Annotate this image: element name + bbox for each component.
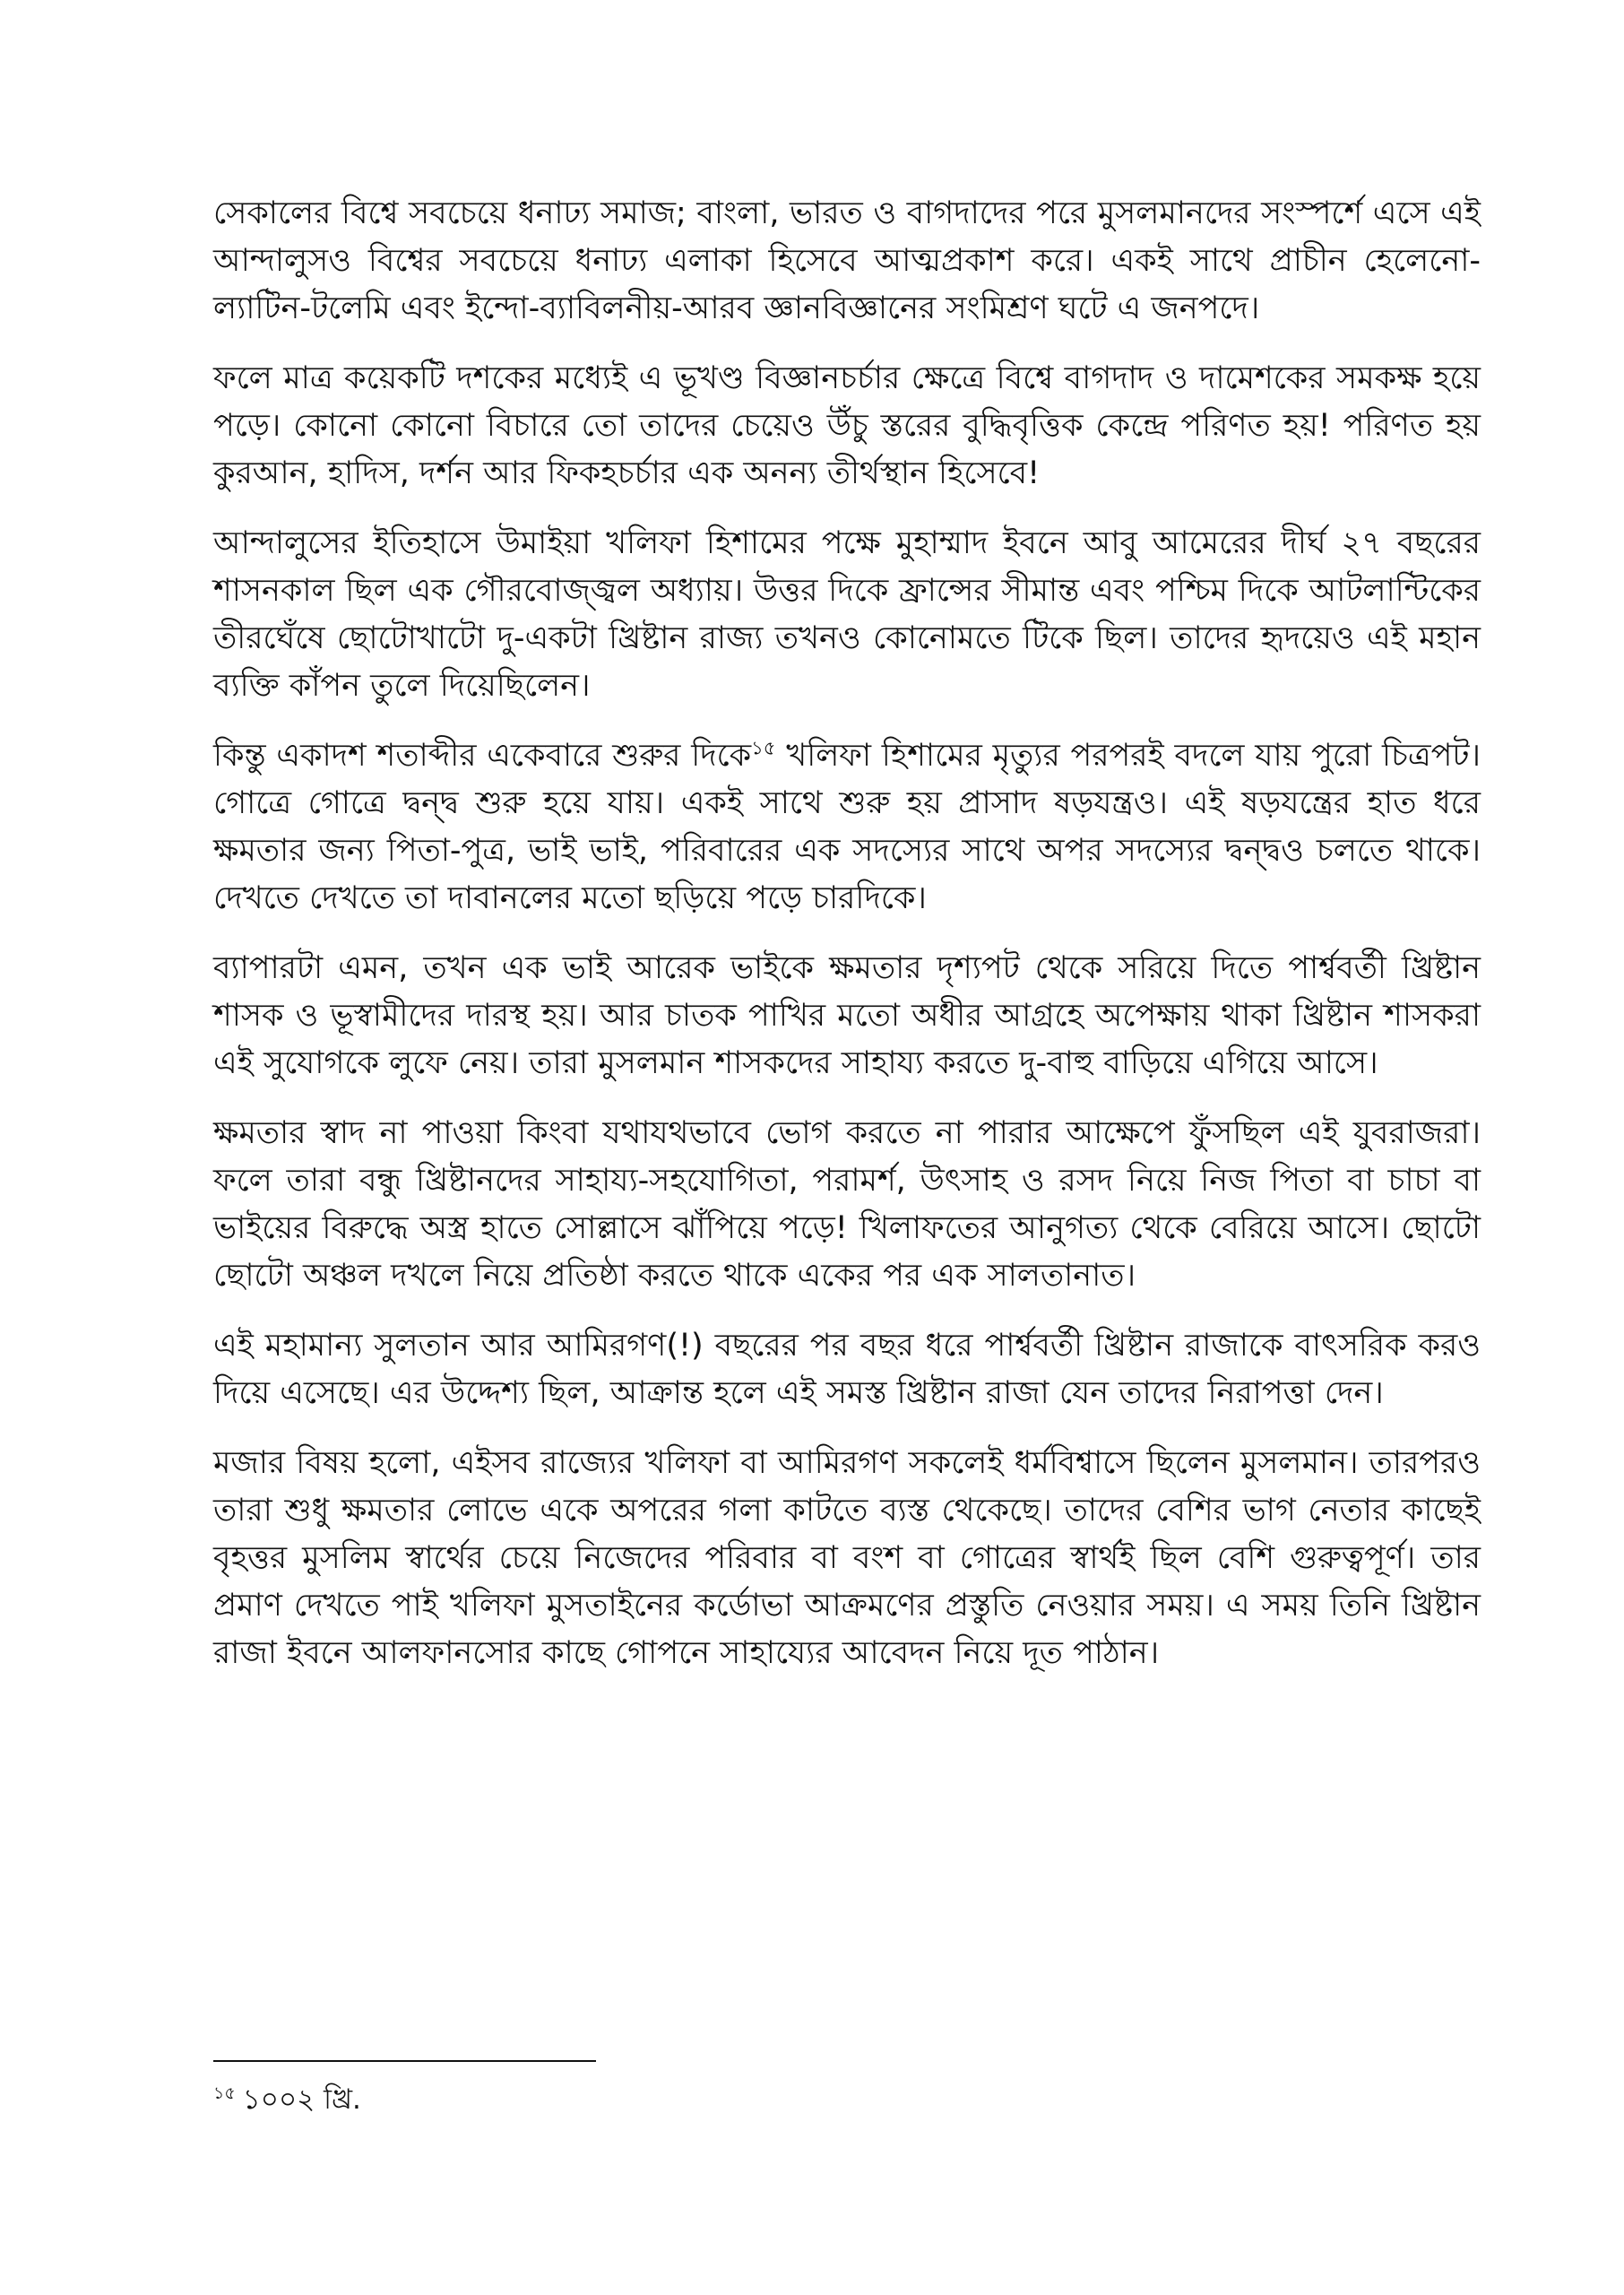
paragraph	[213, 732, 1481, 922]
paragraph: ক্ষমতার স্বাদ না পাওয়া কিংবা যথাযথভাবে ভোগ করতে না পারার আক্ষেপে ফুঁসছিল এই যুবরাজরা। ফলে তারা বন্ধু খ্রিষ্টানদের সাহায্য-সহযোগিতা, পরামর্শ, উৎসাহ ও রসদ নিয়ে নিজ পিতা বা চাচা বা ভাইয়ের বিরুদ্ধে অস্ত্র হাতে সোল্লাসে ঝাঁপিয়ে পড়ে! খিলাফতের আনুগত্য থেকে বেরিয়ে আসে। ছোটো ছোটো অঞ্চল দখলে নিয়ে প্রতিষ্ঠা করতে থাকে একের পর এক সালতানাত।	[213, 1115, 1481, 1294]
footnote	[213, 2080, 1481, 2119]
paragraph: ব্যাপারটা এমন, তখন এক ভাই আরেক ভাইকে ক্ষমতার দৃশ্যপট থেকে সরিয়ে দিতে পার্শ্ববর্তী খ্রিষ্টান শাসক ও ভূস্বামীদের দারস্থ হয়। আর চাতক পাখির মতো অধীর আগ্রহে অপেক্ষায় থাকা খ্রিষ্টান শাসকরা এই সুযোগকে লুফে নেয়। তারা মুসলমান শাসকদের সাহায্য করতে দু-বাহু বাড়িয়ে এগিয়ে আসে।	[213, 950, 1481, 1081]
footnote-mark: ১৫	[213, 2083, 236, 2103]
paragraph-text-before-footnote: কিন্তু একাদশ শতাব্দীর একেবারে শুরুর দিকে	[213, 738, 752, 774]
paragraph: ফলে মাত্র কয়েকটি দশকের মধ্যেই এ ভূখণ্ড বিজ্ঞানচর্চার ক্ষেত্রে বিশ্বে বাগদাদ ও দামেশকের সমকক্ষ হয়ে পড়ে। কোনো কোনো বিচারে তো তাদের চেয়েও উঁচু স্তরের বুদ্ধিবৃত্তিক কেন্দ্রে পরিণত হয়! পরিণত হয় কুরআন, হাদিস, দর্শন আর ফিকহচর্চার এক অনন্য তীর্থস্থান হিসেবে!	[213, 360, 1481, 491]
footnote-divider	[213, 2060, 596, 2062]
paragraph: আন্দালুসের ইতিহাসে উমাইয়া খলিফা হিশামের পক্ষে মুহাম্মাদ ইবনে আবু আমেরের দীর্ঘ ২৭ বছরের শাসনকাল ছিল এক গৌরবোজ্জ্বল অধ্যায়। উত্তর দিকে ফ্রান্সের সীমান্ত এবং পশ্চিম দিকে আটলান্টিকের তীরঘেঁষে ছোটোখাটো দু-একটা খ্রিষ্টান রাজ্য তখনও কোনোমতে টিকে ছিল। তাদের হৃদয়েও এই মহান ব্যক্তি কাঁপন তুলে দিয়েছিলেন।	[213, 525, 1481, 704]
paragraph: মজার বিষয় হলো, এইসব রাজ্যের খলিফা বা আমিরগণ সকলেই ধর্মবিশ্বাসে ছিলেন মুসলমান। তারপরও তারা শুধু ক্ষমতার লোভে একে অপরের গলা কাটতে ব্যস্ত থেকেছে। তাদের বেশির ভাগ নেতার কাছেই বৃহত্তর মুসলিম স্বার্থের চেয়ে নিজেদের পরিবার বা বংশ বা গোত্রের স্বার্থই ছিল বেশি গুরুত্বপূর্ণ। তার প্রমাণ দেখতে পাই খলিফা মুসতাইনের কর্ডোভা আক্রমণের প্রস্তুতি নেওয়ার সময়। এ সময় তিনি খ্রিষ্টান রাজা ইবনে আলফানসোর কাছে গোপনে সাহায্যের আবেদন নিয়ে দূত পাঠান।	[213, 1445, 1481, 1671]
paragraph: সেকালের বিশ্বে সবচেয়ে ধনাঢ্য সমাজ; বাংলা, ভারত ও বাগদাদের পরে মুসলমানদের সংস্পর্শে এসে এই আন্দালুসও বিশ্বের সবচেয়ে ধনাঢ্য এলাকা হিসেবে আত্মপ্রকাশ করে। একই সাথে প্রাচীন হেলেনো-ল্যাটিন-টলেমি এবং ইন্দো-ব্যাবিলনীয়-আরব জ্ঞানবিজ্ঞানের সংমিশ্রণ ঘটে এ জনপদে।	[213, 195, 1481, 326]
paragraph-text-after-footnote: খলিফা হিশামের মৃত্যুর পরপরই বদলে যায় পুরো চিত্রপট। গোত্রে গোত্রে দ্বন্দ্ব শুরু হয়ে যায়। একই সাথে শুরু হয় প্রাসাদ ষড়যন্ত্রও। এই ষড়যন্ত্রের হাত ধরে ক্ষমতার জন্য পিতা-পুত্র, ভাই ভাই, পরিবারের এক সদস্যের সাথে অপর সদস্যের দ্বন্দ্বও চলতে থাকে। দেখতে দেখতে তা দাবানলের মতো ছড়িয়ে পড়ে চারদিকে।	[213, 738, 1481, 916]
footnote-text: ১০০২ খ্রি.	[242, 2083, 361, 2116]
paragraph: এই মহামান্য সুলতান আর আমিরগণ(!) বছরের পর বছর ধরে পার্শ্ববর্তী খ্রিষ্টান রাজাকে বাৎসরিক করও দিয়ে এসেছে। এর উদ্দেশ্য ছিল, আক্রান্ত হলে এই সমস্ত খ্রিষ্টান রাজা যেন তাদের নিরাপত্তা দেন।	[213, 1328, 1481, 1411]
body-text	[213, 190, 1481, 1700]
footnote-reference[interactable]: ১৫	[751, 737, 776, 759]
